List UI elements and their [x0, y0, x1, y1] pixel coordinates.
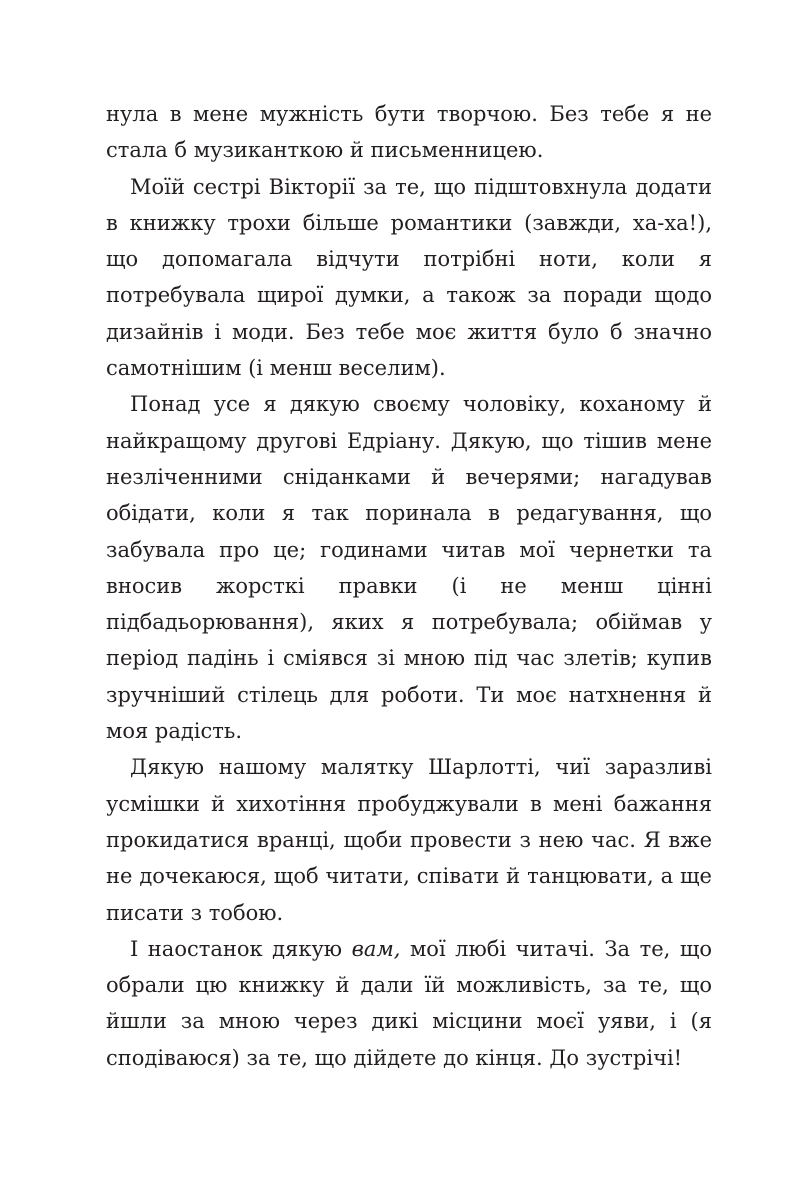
paragraph-3: Понад усе я дякую своєму чоловіку, коханому й найкращому другові Едріану. Дякую, що тішив мене незліченними сніданками й вечерями; нагадував обідати, коли я так поринала в редагування, що забувала про це; годинами читав мої чернетки та вносив жорсткі правки (і не менш цінні підбадьорювання), яких я потребувала; обіймав у період падінь і сміявся зі мною під час злетів; купив зручніший стілець для роботи. Ти моє натхнення й моя радість. — [106, 392, 712, 744]
page-text — [106, 96, 712, 1076]
paragraph-2: Моїй сестрі Вікторії за те, що підштовхнула додати в книжку трохи більше романтики (завжди, ха-ха!), що допомагала відчути потрібні ноти, коли я потребувала щирої думки, а також за поради щодо дизайнів і моди. Без тебе моє життя було б значно самотнішим (і менш веселим). — [106, 174, 712, 381]
paragraph-1: нула в мене мужність бути творчою. Без тебе я не стала б музиканткою й письменницею. — [106, 102, 712, 163]
paragraph-5-after: мої любі читачі. За те, що обрали цю книжку й дали їй можливість, за те, що йшли за мною через дикі місцини моєї уяви, і (я сподіваюся) за те, що дійдете до кінця. До зустрічі! — [106, 936, 712, 1070]
paragraph-5 — [106, 931, 712, 1076]
paragraph-5-emphasis: вам, — [351, 936, 401, 961]
paragraph-5-before: І наостанок дякую — [130, 936, 352, 961]
paragraph-4: Дякую нашому малятку Шарлотті, чиї заразливі усмішки й хихотіння пробуджували в мені бажання прокидатися вранці, щоби провести з нею час. Я вже не дочекаюся, щоб читати, співати й танцювати, а ще писати з тобою. — [106, 755, 712, 925]
